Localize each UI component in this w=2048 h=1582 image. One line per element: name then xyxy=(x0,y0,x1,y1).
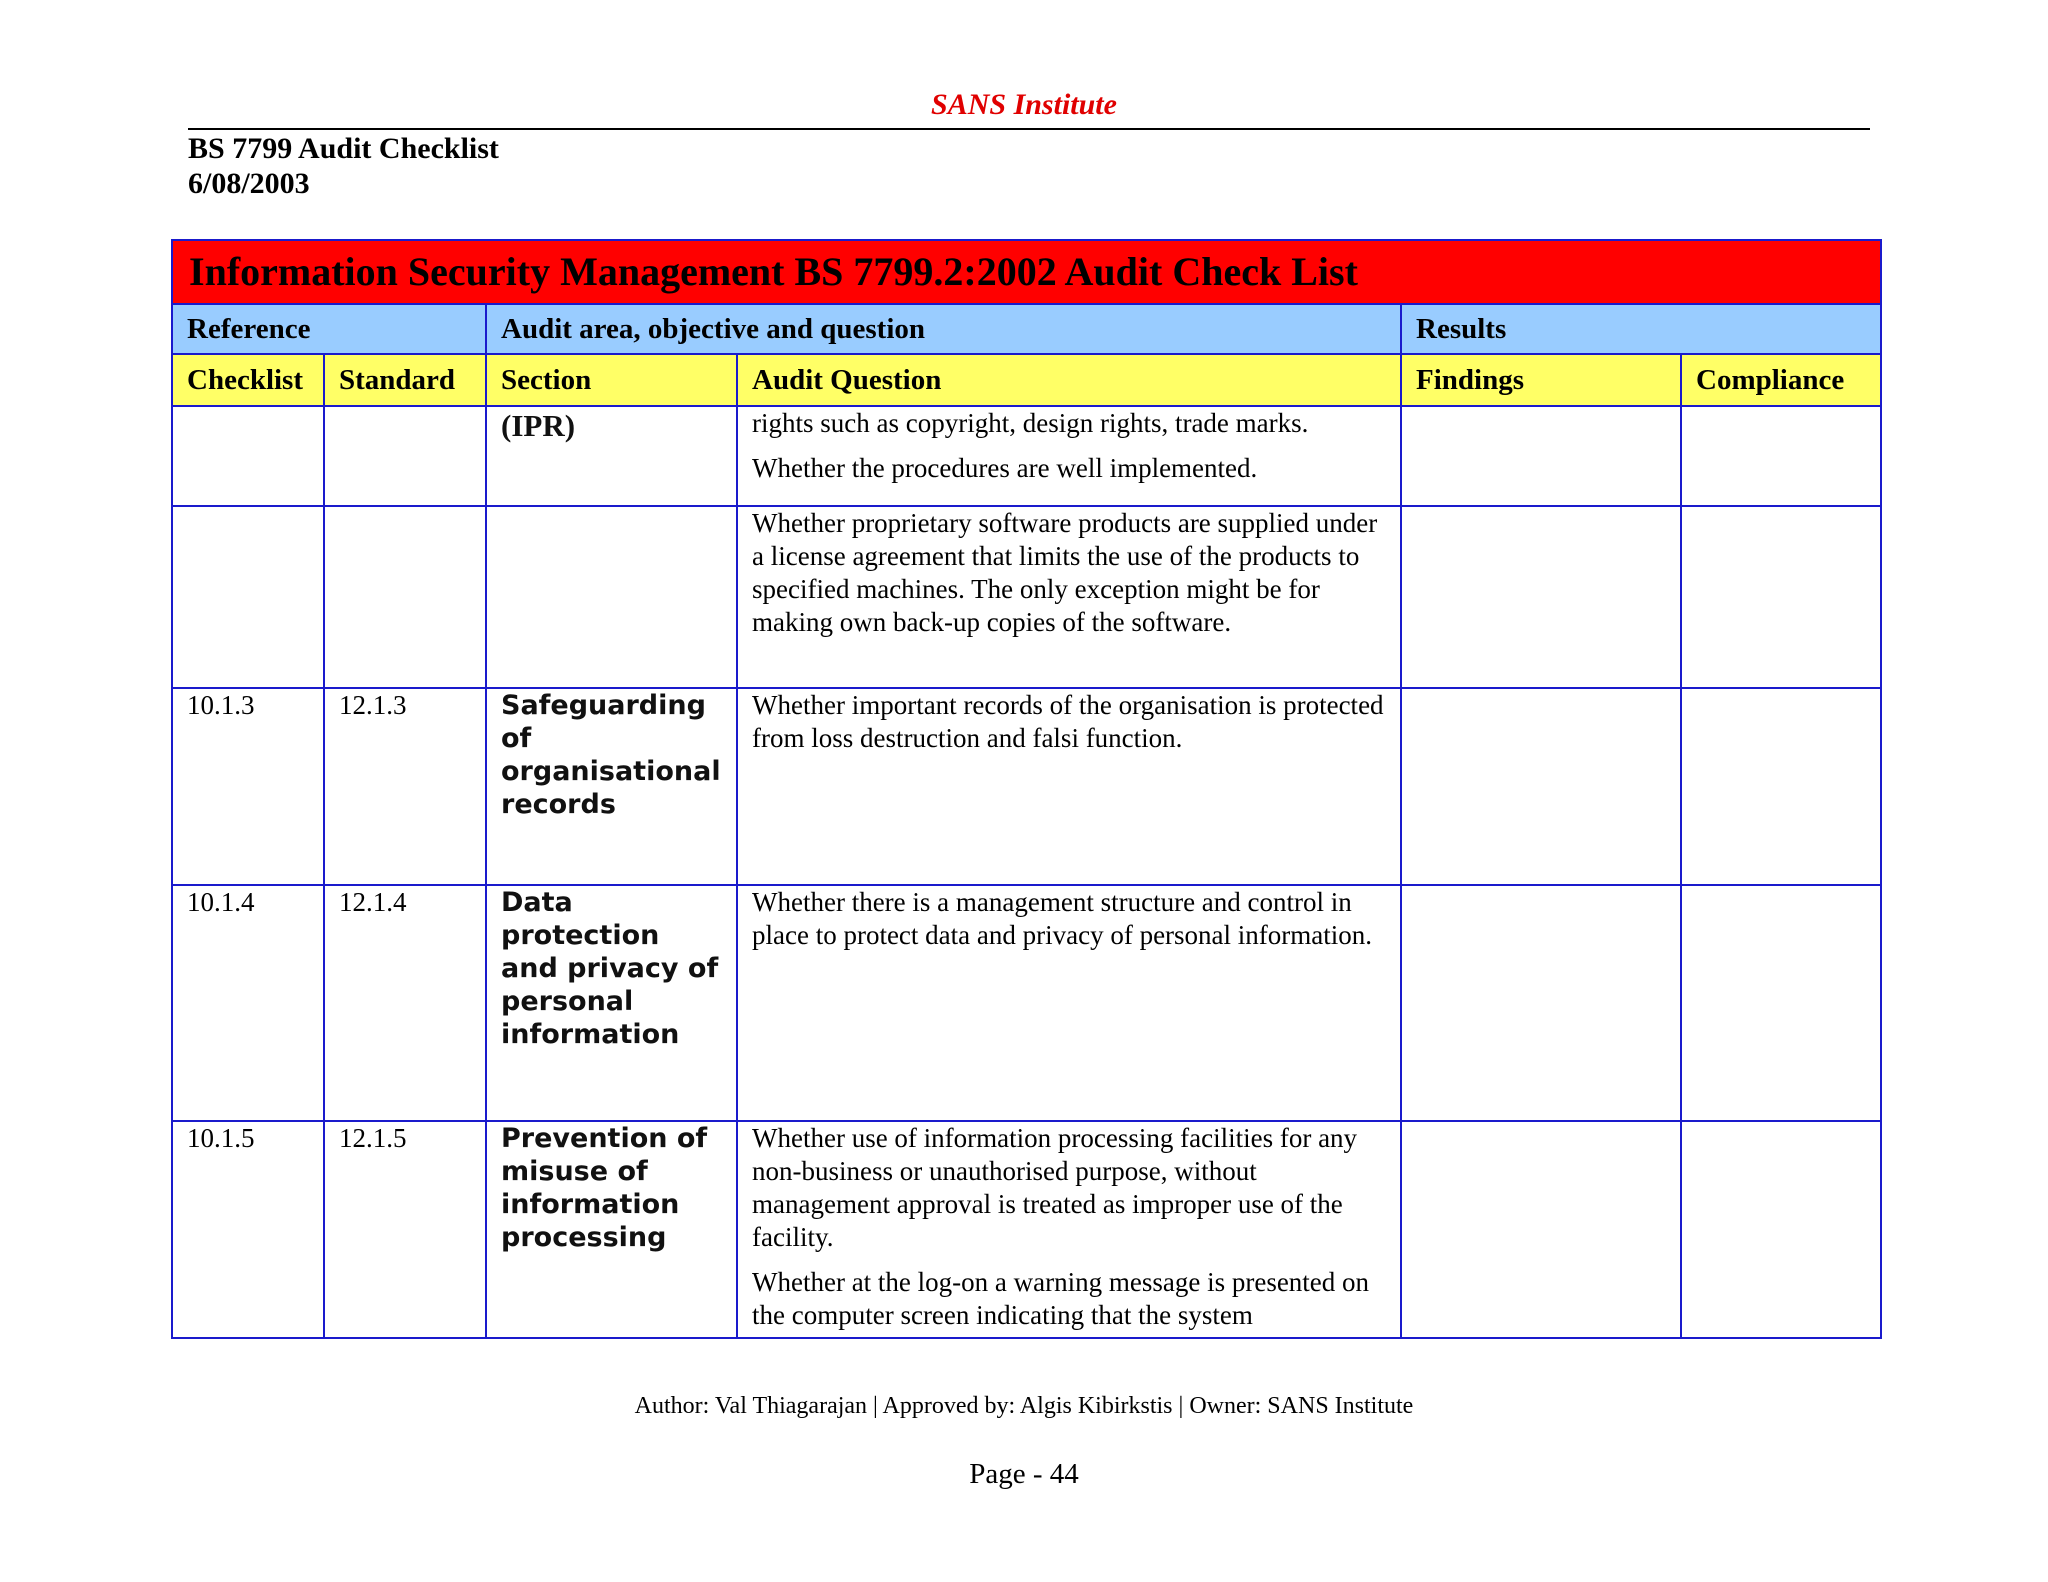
column-group-row xyxy=(172,304,1881,354)
column-header-audit-question: Audit Question xyxy=(737,354,1401,406)
column-header-row xyxy=(172,354,1881,406)
table-row xyxy=(172,885,1881,1121)
compliance-cell[interactable] xyxy=(1681,406,1881,506)
column-header-standard: Standard xyxy=(324,354,486,406)
checklist-cell xyxy=(172,406,324,506)
table-title-row xyxy=(172,240,1881,304)
checklist-cell: 10.1.5 xyxy=(172,1121,324,1338)
findings-cell[interactable] xyxy=(1401,688,1681,885)
table-row xyxy=(172,1121,1881,1338)
checklist-cell: 10.1.3 xyxy=(172,688,324,885)
table-title: Information Security Management BS 7799.2:2002 Audit Check List xyxy=(172,240,1881,304)
compliance-cell[interactable] xyxy=(1681,885,1881,1121)
compliance-cell[interactable] xyxy=(1681,506,1881,688)
audit-question-text: Whether important records of the organisation is protected from loss destruction and falsi function. xyxy=(752,690,1384,753)
table-row xyxy=(172,506,1881,688)
audit-checklist-table xyxy=(171,239,1882,1339)
column-header-findings: Findings xyxy=(1401,354,1681,406)
column-header-checklist: Checklist xyxy=(172,354,324,406)
audit-question-text: Whether there is a management structure and control in place to protect data and privacy of personal information. xyxy=(752,887,1373,950)
findings-cell[interactable] xyxy=(1401,1121,1681,1338)
section-cell: (IPR) xyxy=(486,406,737,506)
findings-cell[interactable] xyxy=(1401,506,1681,688)
group-header-results: Results xyxy=(1401,304,1881,354)
footer-author-line: Author: Val Thiagarajan | Approved by: Algis Kibirkstis | Owner: SANS Institute xyxy=(634,1393,1414,1419)
checklist-cell: 10.1.4 xyxy=(172,885,324,1121)
audit-question-text: Whether at the log-on a warning message is presented on the computer screen indicating that the system xyxy=(752,1267,1370,1330)
section-cell: Data protection and privacy of personal information xyxy=(486,885,737,1121)
audit-question-text: rights such as copyright, design rights, trade marks. xyxy=(752,408,1309,438)
audit-question-text: Whether proprietary software products are supplied under a license agreement that limits the use of the products to specified machines. The only exception might be for making own back-up copies of the software. xyxy=(752,508,1378,637)
column-header-section: Section xyxy=(486,354,737,406)
section-cell: Prevention of misuse of information processing xyxy=(486,1121,737,1338)
findings-cell[interactable] xyxy=(1401,885,1681,1121)
checklist-cell xyxy=(172,506,324,688)
audit-question-cell xyxy=(737,885,1401,1121)
audit-question-text: Whether the procedures are well implemented. xyxy=(752,453,1258,483)
standard-cell: 12.1.3 xyxy=(324,688,486,885)
document-title: BS 7799 Audit Checklist xyxy=(188,132,499,165)
document-date: 6/08/2003 xyxy=(188,167,310,200)
audit-question-cell xyxy=(737,688,1401,885)
organization-name: SANS Institute xyxy=(931,88,1117,121)
standard-cell: 12.1.4 xyxy=(324,885,486,1121)
table-row xyxy=(172,688,1881,885)
group-header-reference: Reference xyxy=(172,304,486,354)
section-cell: Safeguarding of organisational records xyxy=(486,688,737,885)
page-number: Page - 44 xyxy=(969,1458,1079,1490)
header-rule xyxy=(188,128,1870,130)
findings-cell[interactable] xyxy=(1401,406,1681,506)
section-cell xyxy=(486,506,737,688)
compliance-cell[interactable] xyxy=(1681,1121,1881,1338)
audit-question-cell xyxy=(737,506,1401,688)
standard-cell xyxy=(324,506,486,688)
group-header-audit-area: Audit area, objective and question xyxy=(486,304,1401,354)
audit-question-text: Whether use of information processing facilities for any non-business or unauthorised purpose, without management approval is treated as improper use of the facility. xyxy=(752,1123,1358,1252)
table-row xyxy=(172,406,1881,506)
audit-question-cell xyxy=(737,406,1401,506)
column-header-compliance: Compliance xyxy=(1681,354,1881,406)
audit-question-cell xyxy=(737,1121,1401,1338)
standard-cell: 12.1.5 xyxy=(324,1121,486,1338)
standard-cell xyxy=(324,406,486,506)
compliance-cell[interactable] xyxy=(1681,688,1881,885)
